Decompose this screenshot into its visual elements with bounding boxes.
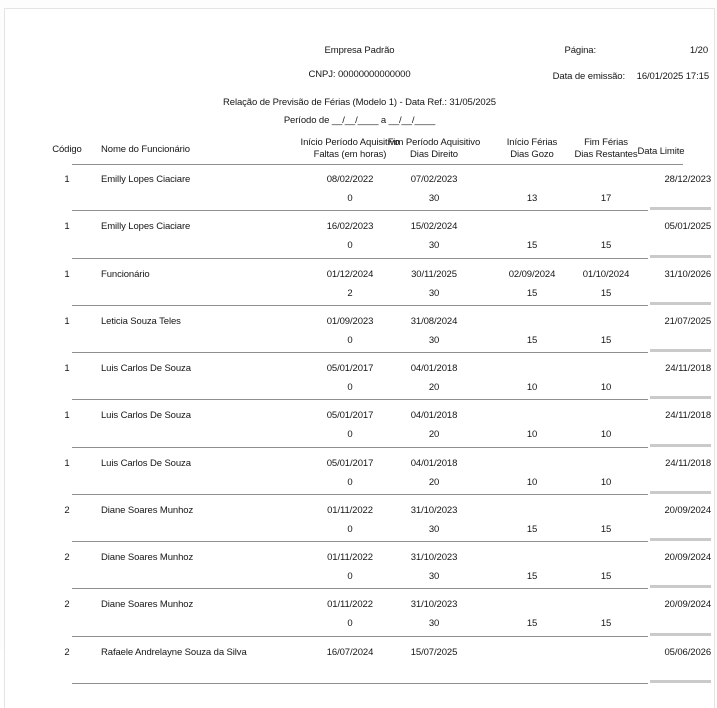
cell-fim-periodo: 04/01/2018: [410, 363, 458, 374]
cell-nome: Diane Soares Munhoz: [101, 599, 194, 611]
cell-dias-gozo: 15: [526, 571, 538, 582]
header-dias-restantes: Dias Restantes: [574, 149, 638, 160]
cell-codigo: 1: [64, 457, 70, 469]
cell-codigo: 1: [64, 410, 70, 422]
cell-dias-direito: 20: [428, 476, 440, 488]
cell-nome: Luis Carlos De Souza: [101, 410, 191, 422]
header-dias-gozo: Dias Gozo: [510, 149, 554, 160]
cell-nome: Luis Carlos De Souza: [101, 363, 191, 374]
row-divider-light: [650, 585, 711, 588]
cell-dias-direito: 30: [428, 287, 440, 299]
cell-dias-restantes: 10: [600, 382, 612, 393]
cell-inicio-periodo: 01/09/2023: [326, 315, 374, 327]
cell-codigo: 2: [64, 552, 70, 563]
company-name: Empresa Padrão: [324, 45, 395, 56]
cell-faltas: 2: [347, 287, 353, 299]
table-row: [5, 542, 714, 589]
cell-fim-periodo: 30/11/2025: [411, 268, 457, 280]
table-row: [5, 637, 714, 684]
cell-dias-gozo: 15: [526, 618, 538, 630]
header-faltas: Faltas (em horas): [313, 149, 387, 160]
row-divider: [72, 683, 648, 684]
cell-data-limite: 05/06/2026: [664, 646, 711, 658]
cell-codigo: 1: [64, 174, 70, 185]
cell-faltas: 0: [347, 334, 353, 346]
cell-inicio-periodo: 05/01/2017: [326, 410, 374, 422]
cell-nome: Emilly Lopes Ciaciare: [101, 174, 191, 185]
header-fim-periodo: Fim Período Aquisitivo: [387, 137, 481, 148]
cell-inicio-periodo: 01/11/2022: [327, 504, 373, 516]
cell-dias-restantes: 15: [600, 240, 612, 252]
header-inicio-periodo: Início Período Aquisitivo: [300, 137, 400, 148]
cell-data-limite: 21/07/2025: [664, 315, 711, 327]
cell-nome: Funcionário: [101, 268, 150, 280]
cell-dias-restantes: 10: [600, 476, 612, 488]
row-divider-light: [650, 349, 711, 352]
table-row: [5, 259, 714, 306]
row-divider-light: [650, 255, 711, 258]
cell-codigo: 1: [64, 221, 70, 233]
cell-data-limite: 20/09/2024: [664, 504, 711, 516]
cell-fim-periodo: 31/10/2023: [410, 504, 458, 516]
row-divider-light: [650, 207, 711, 210]
cell-fim-periodo: 31/08/2024: [410, 315, 458, 327]
table-header: [5, 137, 714, 164]
cell-dias-gozo: 13: [526, 193, 538, 204]
emission-date-value: 16/01/2025 17:15: [636, 71, 709, 82]
cell-codigo: 2: [64, 504, 70, 516]
page-number-value: 1/20: [689, 45, 708, 56]
table-row: [5, 495, 714, 542]
header-codigo: Código: [52, 144, 82, 155]
cell-codigo: 2: [64, 599, 70, 611]
cell-fim-periodo: 04/01/2018: [410, 457, 458, 469]
table-row: [5, 211, 714, 258]
cell-nome: Leticia Souza Teles: [101, 315, 181, 327]
table-row: [5, 353, 714, 400]
header-inicio-ferias: Início Férias: [506, 137, 558, 148]
cell-codigo: 1: [64, 268, 70, 280]
row-divider-light: [650, 302, 711, 305]
report-page: [4, 8, 715, 708]
cell-dias-direito: 30: [428, 334, 440, 346]
cell-dias-restantes: 15: [600, 334, 612, 346]
cell-data-limite: 28/12/2023: [664, 174, 711, 185]
table-body: [5, 164, 714, 684]
row-divider-light: [650, 633, 711, 636]
cell-fim-periodo: 04/01/2018: [410, 410, 458, 422]
cell-dias-restantes: 15: [600, 571, 612, 582]
cell-faltas: 0: [347, 429, 353, 441]
emission-date-label: Data de emissão:: [552, 71, 625, 82]
header-data-limite: Data Limite: [637, 146, 685, 157]
cell-dias-gozo: 15: [526, 334, 538, 346]
row-divider-light: [650, 396, 711, 399]
header-dias-direito: Dias Direito: [410, 149, 458, 160]
cell-inicio-periodo: 01/11/2022: [327, 599, 373, 611]
cell-inicio-periodo: 01/12/2024: [326, 268, 374, 280]
cell-fim-ferias: 01/10/2024: [582, 268, 630, 280]
cell-data-limite: 24/11/2018: [665, 410, 711, 422]
cell-inicio-ferias: 02/09/2024: [508, 268, 556, 280]
cell-data-limite: 24/11/2018: [665, 363, 711, 374]
cell-dias-gozo: 15: [526, 240, 538, 252]
cell-dias-direito: 20: [428, 382, 440, 393]
cell-fim-periodo: 31/10/2023: [410, 599, 458, 611]
row-divider-light: [650, 538, 711, 541]
cell-dias-gozo: 10: [526, 382, 538, 393]
cell-faltas: 0: [347, 240, 353, 252]
cell-nome: Emilly Lopes Ciaciare: [101, 221, 191, 233]
table-row: [5, 400, 714, 447]
row-divider-light: [650, 491, 711, 494]
cell-dias-restantes: 17: [600, 193, 612, 204]
cell-data-limite: 31/10/2026: [664, 268, 711, 280]
report-period: Período de __/__/____ a __/__/____: [283, 115, 436, 126]
cell-dias-direito: 30: [428, 193, 440, 204]
cell-dias-restantes: 15: [600, 287, 612, 299]
cell-data-limite: 20/09/2024: [664, 552, 711, 563]
cell-codigo: 1: [64, 363, 70, 374]
cell-inicio-periodo: 16/07/2024: [326, 646, 374, 658]
table-row: [5, 448, 714, 495]
cell-data-limite: 24/11/2018: [665, 457, 711, 469]
cell-fim-periodo: 31/10/2023: [410, 552, 458, 563]
cell-fim-periodo: 15/02/2024: [410, 221, 458, 233]
cell-nome: Diane Soares Munhoz: [101, 504, 194, 516]
cell-dias-direito: 20: [428, 429, 440, 441]
cell-faltas: 0: [347, 476, 353, 488]
page-number-label: Página:: [564, 45, 596, 56]
cell-dias-restantes: 15: [600, 618, 612, 630]
table-row: [5, 164, 714, 211]
cell-dias-gozo: 10: [526, 476, 538, 488]
cell-inicio-periodo: 16/02/2023: [326, 221, 374, 233]
cell-codigo: 2: [64, 646, 70, 658]
cell-inicio-periodo: 08/02/2022: [326, 174, 374, 185]
cell-faltas: 0: [347, 382, 353, 393]
cell-dias-direito: 30: [428, 618, 440, 630]
cell-inicio-periodo: 01/11/2022: [327, 552, 373, 563]
header-fim-ferias: Fim Férias: [584, 137, 628, 148]
cell-inicio-periodo: 05/01/2017: [326, 457, 374, 469]
cell-nome: Diane Soares Munhoz: [101, 552, 194, 563]
cell-dias-direito: 30: [428, 240, 440, 252]
cell-fim-periodo: 07/02/2023: [410, 174, 458, 185]
cell-inicio-periodo: 05/01/2017: [326, 363, 374, 374]
row-divider-light: [650, 444, 711, 447]
cell-data-limite: 20/09/2024: [664, 599, 711, 611]
cell-dias-gozo: 10: [526, 429, 538, 441]
cell-dias-direito: 30: [428, 571, 440, 582]
row-divider-light: [650, 680, 711, 683]
cell-dias-direito: 30: [428, 523, 440, 535]
company-cnpj: CNPJ: 00000000000000: [308, 69, 411, 80]
cell-fim-periodo: 15/07/2025: [410, 646, 458, 658]
report-title: Relação de Previsão de Férias (Modelo 1) - Data Ref.: 31/05/2025: [223, 97, 496, 108]
table-row: [5, 589, 714, 636]
cell-data-limite: 05/01/2025: [664, 221, 711, 233]
cell-faltas: 0: [347, 571, 353, 582]
cell-nome: Luis Carlos De Souza: [101, 457, 191, 469]
cell-codigo: 1: [64, 315, 70, 327]
cell-dias-restantes: 10: [600, 429, 612, 441]
cell-faltas: 0: [347, 193, 353, 204]
table-row: [5, 306, 714, 353]
cell-faltas: 0: [347, 523, 353, 535]
cell-dias-restantes: 15: [600, 523, 612, 535]
cell-nome: Rafaele Andrelayne Souza da Silva: [101, 646, 247, 658]
cell-faltas: 0: [347, 618, 353, 630]
header-nome: Nome do Funcionário: [101, 144, 190, 155]
cell-dias-gozo: 15: [526, 287, 538, 299]
cell-dias-gozo: 15: [526, 523, 538, 535]
